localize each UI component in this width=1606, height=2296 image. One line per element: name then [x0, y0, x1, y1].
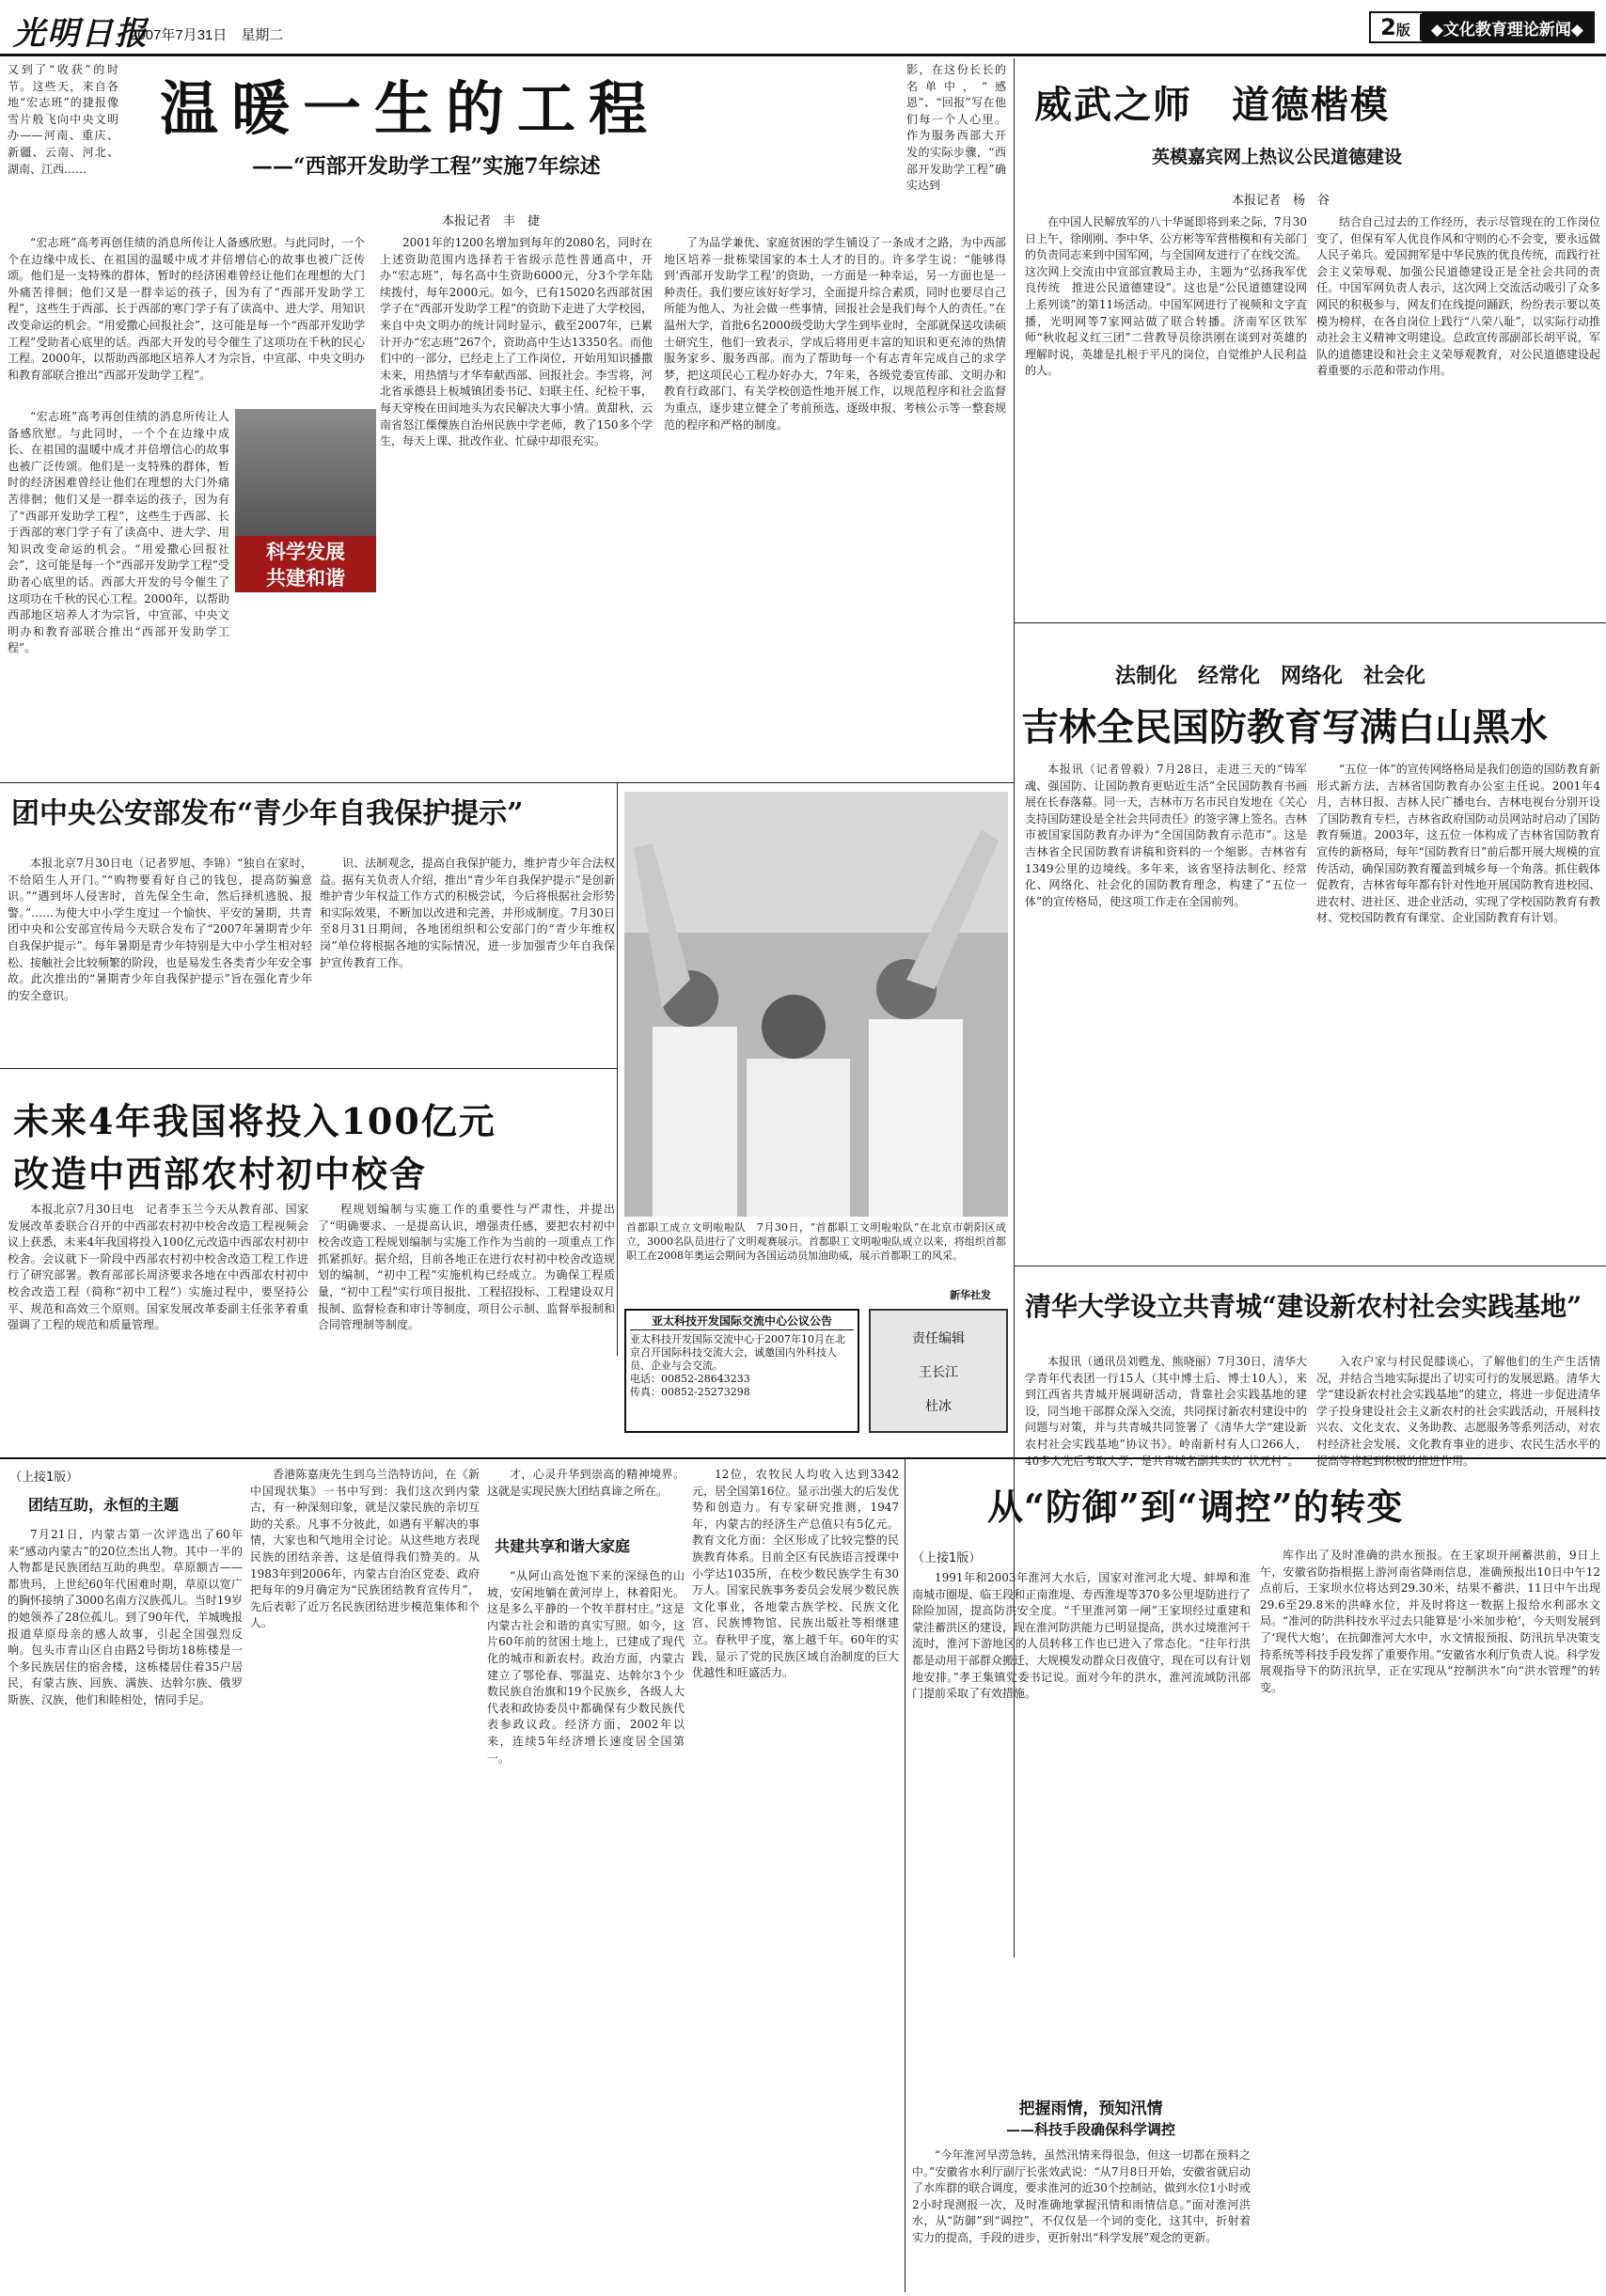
teacher-byline: 本报记者 杨 谷 [1232, 194, 1330, 208]
editor-label: 责任编辑 [912, 1331, 965, 1346]
flood-subheading: 把握雨情，预知汛情 [1018, 2099, 1163, 2118]
police-title: 团中央公安部发布“青少年自我保护提示” [11, 797, 524, 830]
warmth-byline: 本报记者 丰 捷 [442, 214, 541, 228]
crowd-illustration [624, 792, 1008, 1217]
warmth-photo [235, 409, 376, 592]
warmth-col3: 了为品学兼优、家庭贫困的学生铺设了一条成才之路，为中西部地区培养一批栋梁国家的本土人才的目的。许多学生说：“能够得到‘西部开发助学工程’的资助，一方面是一种幸运，另一方面也是一种责任。我们要应该好好学习，全面提升综合素质，同时也要尽自己所能为他人、为社会做一些事情，回报社会是我们每个人的责任。”在温州大学，首批6名2000级受助大学生到毕业时，全部就保送攻读硕士研究生，他们一致表示，学成后将用更丰富的知识和更充沛的热情服务家乡、服务西部。而为了帮助每一个有志青年完成自己的求学梦，把这项民心工程办好办大，7年来，各级党委宣传部、文明办和教育行政部门、有关学校创造性地开展工作，以规范程序和社会监督为重点，逐步建立健全了考前预选、逐级申报、考核公示等一整套规范的程序和严格的制度。 [664, 236, 1006, 432]
tsinghua-col1: 本报讯（通讯员刘甦龙、熊晓丽）7月30日，清华大学青年代表团一行15人（其中博士后、博士10人），来到江西省共青城开展调研活动，背靠社会实践基地的建设，同当地干部群众深入交流，共同探讨新农村建设中的问题与对策，并与共青城共同签署了《清华大学“建设新农村社会实践基地”协议书》。岭南新村有人口266人，40多人先后考取大学，是共青城名副其实的“状元村”。 [1025, 1355, 1307, 1467]
investment-title-line1: 未来4年我国将投入100亿元 [13, 1100, 496, 1140]
police-col2: 识、法制观念，提高自我保护能力，维护青少年合法权益。据有关负责人介绍，推出“青少年自我保护提示”是创新维护青少年权益工作方式的积极尝试，今后将根据社会形势和实际效果，不断加以改进和完善，并形成制度。7月30日至8月31日期间，各地团组织和公安部门的“青少年维权岗”单位将根据各地的实际情况，进一步加强青少年自我保护宣传教育工作。 [320, 857, 615, 969]
row-divider [0, 782, 1014, 783]
editor-name: 杜冰 [925, 1399, 952, 1414]
flood-col2: 库作出了及时准确的洪水预报。在王家坝开闸蓄洪前，9日上午，安徽省防指根据上游河南省降雨信息，准确预报出10日中午12点前后，王家坝水位将达到29.30米，结果不蓄洪，11日中午出现29.6至29.8米的洪峰水位，并及时将这一数据上报给水利部水文局。“准河的防洪科技水平过去只能算是‘小米加步枪’，今天则发展到了‘现代大炮’，在抗御淮河大水中，水文情报预报、防汛抗旱决策支持系统等科技手段发挥了重要作用。”安徽省水利厅负责人说。科学发展观指导下的防汛抗旱，正在实现从“控制洪水”向“洪水管理”的转变。 [1260, 1549, 1600, 1694]
column-divider [617, 782, 618, 1356]
warmth-col2: 2001年的1200名增加到每年的2080名，同时在上述资助范围内选择若干省级示范性普通高中，开办“宏志班”，每名高中生资助6000元，分3个学年陆续拨付，每年2000元。如今，已有15020名西部贫困学子在“西部开发助学工程”的资助下走进了大学校园，来自中央文明办的统计同时显示，截至2007年，已累计开办“宏志班”267个，资助高中生达13350名。而他们中的一部分，已经走上了工作岗位，开始用知识播撒未来，用热情与才华奉献西部、回报社会。李雪将，河北省承德县上板城镇团委书记、妇联主任、纪检干事，每天穿梭在田间地头为农民解决大事小情。黄甜秋，云南省怒江傈僳族自治州民族中学老师，教了150多个学生，每天上课、批改作业、忙碌中却很充实。 [380, 236, 653, 448]
ad-body: 亚太科技开发国际交流中心于2007年10月在北京召开国际科技交流大会，诚邀国内外科技人员、企业与会交流。 [630, 1333, 845, 1372]
ad-box [624, 1309, 859, 1433]
teacher-subtitle: 英模嘉宾网上热议公民道德建设 [1152, 147, 1403, 167]
teacher-col2: 结合自己过去的工作经历，表示尽管现在的工作岗位变了，但保有军人优良作风和守则的心不会变，要永远做人民子弟兵。爱国拥军是中华民族的优良传统，而践行社会主义荣辱观、加强公民道德建设正是全社会共同的责任。中国军网负责人表示，这次网上交流活动吸引了众多网民的积极参与，网友们在线提问踊跃，纷纷表示要以英模为榜样，在各自岗位上践行“八荣八耻”，以实际行动推动社会主义精神文明建设。总政宣传部副部长胡平说，军队的道德建设和社会主义荣辱观教育，对公民道德建设起着重要的示范和带动作用。 [1316, 215, 1600, 378]
row-divider [1014, 622, 1606, 623]
jilin-title: 吉林全民国防教育写满白山黑水 [1021, 705, 1548, 749]
flood-col1: 1991年和2003年淮河大水后，国家对淮河北大堤、蚌埠和淮南城市圈堤、临王段和正南淮堤、寿西淮堤等370多公里堤防进行了除险加固，提高防洪安全度。“千里淮河第一闸”王家坝经过重建和蒙洼蓄洪区的建设，现在淮河防洪能力已明显提高，洪水过境淮河干流时，淮河下游地区的人员转移工作也已进入了常态化。“往年行洪都是动用干部群众搬迁，大规模发动群众日夜值守，现在可以有计划地安排。”孝王集镇党委书记说。面对今年的洪水，淮河流域防汛部门提前采取了有效措施。 [912, 1571, 1251, 1701]
row-divider [0, 1068, 617, 1069]
warmth-col1-top: “宏志班”高考再创佳绩的消息所传让人备感欣慰。与此同时，一个个在边缘中成长、在祖国的温暖中成才并倍增信心的故事也被广泛传颂。他们是一支特殊的群体，暂时的经济困难曾经让他们在理想的大门外痛苦徘徊；他们又是一群幸运的孩子，因为有了“西部开发助学工程”，这些生于西部、长于西部的寒门学子有了读高中、进大学、用知识改变命运的机会。“用爱撒心回报社会”，这可能是每一个“西部开发助学工程”受助者心底里的话。西部大开发的号令催生了这项功在千秋的民心工程。2000年，以帮助西部地区培养人才为宗旨，中宣部、中央文明办和教育部联合推出“西部开发助学工程”。 [8, 236, 365, 382]
photo-credit: 新华社发 [950, 1289, 991, 1301]
cheerleaders-photo [624, 792, 1008, 1217]
mongolia-col1: 7月21日，内蒙古第一次评选出了60年来“感动内蒙古”的20位杰出人物。其中一半的人物都是民族团结互助的典型。草原额吉——都贵玛，上世纪60年代困难时期，草原以宽广的胸怀接纳了3000名南方汉族孤儿。当时19岁的她领养了28位孤儿。到了90年代，羊城晚报报道草原母亲的感人故事，引起全国强烈反响。包头市青山区自由路2号街坊18栋楼是一个多民族居住的宿舍楼，这栋楼居住着35户居民，有蒙古族、回族、满族、达斡尔族、俄罗斯族、汉族，他们和睦相处，情同手足。 [8, 1528, 243, 1706]
warmth-subtitle: ——“西部开发助学工程”实施7年综述 [252, 154, 601, 179]
jilin-col1: 本报讯（记者曾毅）7月28日，走进三天的“铸军魂、强国防、让国防教育更贴近生活”全民国防教育书画展在长春落幕。同一天，吉林市万名市民自发地在《关心支持国防建设是全社会共同责任》的签字簿上签名。吉林市被国家国防教育办评为“全国国防教育示范市”。这是吉林省全民国防教育讲稿和资料的一个缩影。吉林省有1349公里的边境线。多年来，该省坚持法制化、经常化、网络化、社会化的国防教育理念，构建了“五位一体”的宣传格局，使这项工作走在全国前列。 [1025, 763, 1307, 908]
tsinghua-title: 清华大学设立共青城“建设新农村社会实践基地” [1025, 1291, 1582, 1322]
flood-col3: “今年淮河早涝急转，虽然汛情来得很急，但这一切都在预料之中。”安徽省水利厅副厅长张效武说：“从7月8日开始，安徽省就启动了水库群的联合调度，要求淮河的近30个控制站，做到水位1小时或2小时现测报一次，及时准确地掌握汛情和雨情信息。”面对淮河洪水，从“防御”到“调控”，不仅仅是一个词的变化，这其中，折射着实力的提高，手段的进步，更折射出“科学发展”观念的更新。 [912, 2148, 1251, 2244]
section-name: ◆文化教育理论新闻◆ [1422, 13, 1593, 41]
warmth-side-intro: 又到了“收获”的时节。这些天，来自各地“宏志班”的捷报像雪片般飞向中央文明办——河南、重庆、新疆、云南、河北、湖南、江西…… [8, 63, 118, 176]
ad-title: 亚太科技开发国际交流中心公议公告 [630, 1314, 854, 1330]
section-divider [0, 1457, 1606, 1459]
warmth-title: 温暖一生的工程 [160, 74, 661, 143]
ad-phone: 电话：00852-28643233 [630, 1373, 750, 1385]
ad-fax: 传真：00852-25273298 [630, 1386, 750, 1398]
police-col1: 本报北京7月30日电（记者罗旭、李锦）“独自在家时，不给陌生人开门。”“购物要看好自己的钱包，提高防骗意识。”“遇到坏人侵害时，首先保全生命，然后择机逃脱、报警。”……为使大中小学生度过一个愉快、平安的暑期，共青团中央和公安部宣传局今天联合发布了“2007年暑期青少年自我保护提示”。每年暑期是青少年特别是大中小学生相对轻松、接触社会比较频繁的阶段，也是易发生各类青少年安全事故。此次推出的“暑期青少年自我保护提示”旨在强化青少年的安全意识。 [8, 857, 312, 1002]
warmth-side-right: 影，在这份长长的名单中，“感恩”、“回报”写在他们每一个人心里。作为服务西部大开发的实际步骤，“西部开发助学工程”确实达到 [906, 63, 1006, 193]
mongolia-heading1: 团结互助，永恒的主题 [28, 1496, 180, 1514]
investment-col1: 本报北京7月30日电 记者李玉兰今天从教育部、国家发展改革委联合召开的中西部农村初中校舍改造工程视频会议上获悉，未来4年我国将投入100亿元改造中西部农村初中校舍。会议就下一阶段中西部农村初中校舍改造工程工作进行了研究部署。教育部部长周济要求各地在中西部农村初中校舍改造工程（简称“初中工程”）实施过程中，要坚持公平、规范和高效三个原则。国家发展改革委副主任张茅着重强调了工程的规范和质量管理。 [8, 1203, 308, 1332]
flood-title: 从“防御”到“调控”的转变 [987, 1486, 1404, 1528]
mongolia-continued: （上接1版） [9, 1470, 79, 1484]
tsinghua-col2: 入农户家与村民促膝谈心，了解他们的生产生活情况，并结合当地实际提出了切实可行的发展思路。清华大学“建设新农村社会实践基地”的建立，将进一步促进清华学子投身建设社会主义新农村的社会实践活动，开展科技兴农、文化支农、义务助教、志愿服务等系列活动，对农村经济社会发展、文化教育事业的进步、农民生活水平的提高等将起到积极的推进作用。 [1316, 1355, 1600, 1467]
page-header [0, 0, 1606, 56]
issue-date: 2007年7月31日 星期二 [130, 27, 284, 43]
flood-continued: （上接1版） [912, 1551, 982, 1565]
investment-col2: 程规划编制与实施工作的重要性与严肃性，并提出了“明确要求、一是提高认识，增强责任感，要把农村初中校舍改造工程规划编制与实施工作作为当前的一项重点工作抓紧抓好。据介绍，目前各地正在进行农村初中校舍改造规划的编制，“初中工程”实施机构已经成立。为确保工程质量，“初中工程”实行项目报批、工程招投标、工程建设双月报制、监督检查和审计等制度，项目公示制、监督举报制和合同管理制等制度。 [318, 1203, 615, 1332]
teacher-title: 威武之师 道德楷模 [1034, 83, 1390, 126]
page-number: 2版 [1371, 14, 1422, 40]
editor-name: 王长江 [919, 1365, 958, 1380]
flood-subheading-sub: ——科技手段确保科学调控 [1005, 2121, 1175, 2138]
science-banner: 科学发展 共建和谐 [235, 536, 376, 592]
masthead-logo: 光明日报 [13, 15, 149, 53]
photo-caption: 首都职工成立文明啦啦队 7月30日，“首都职工文明啦啦队”在北京市朝阳区成立，3000名队员进行了文明观赛展示。首都职工文明啦啦队成立以来，将组织首都职工在2008年奥运会期间为各国运动员加油助威，展示首都职工的风采。 [626, 1221, 1006, 1262]
teacher-col1: 在中国人民解放军的八十华诞即将到来之际，7月30日上午，徐刚刚、李中华、公方彬等军营楷模和有关部门的负责同志来到中国军网，与全国网友进行了在线交流。这次网上交流由中宣部宣教局主办，主题为“弘扬我军优良传统 推进公民道德建设”。这也是“公民道德建设网上系列谈”的第11场活动。中国军网进行了视频和文字直播，光明网等7家网站做了联合转播。济南军区铁军师“秋收起义红三团”二营教导员徐洪刚在谈到对英雄的理解时说，英雄是扎根于平凡的岗位，自觉维护人民利益的人。 [1025, 215, 1307, 378]
warmth-col1-bottom: “宏志班”高考再创佳绩的消息所传让人备感欣慰。与此同时，一个个在边缘中成长、在祖国的温暖中成才并倍增信心的故事也被广泛传颂。他们是一支特殊的群体，暂时的经济困难曾经让他们在理想的大门外痛苦徘徊；他们又是一群幸运的孩子，因为有了“西部开发助学工程”，这些生于西部、长于西部的寒门学子有了读高中、进大学、用知识改变命运的机会。“用爱撒心回报社会”，这可能是每一个“西部开发助学工程”受助者心底里的话。西部大开发的号令催生了这项功在千秋的民心工程。2000年，以帮助西部地区培养人才为宗旨，中宣部、中央文明办和教育部联合推出“西部开发助学工程”。 [8, 410, 229, 655]
editor-box [869, 1309, 1008, 1433]
mongolia-col2: 香港陈嘉庚先生到乌兰浩特访问，在《新中国现状集》一书中写到：我们这次到内蒙古，有一种深刻印象，就是汉蒙民族的亲切互助的关系。凡事不分彼此，如遇有平解决的事情，大家也和气地用全讨论。从这些地方表现民族的团结亲善，这是值得我们赞美的。从1983年到2006年，内蒙古自治区党委、政府把每年的9月确定为“民族团结教育宣传月”，先后表彰了近万名民族团结进步模范集体和个人。 [250, 1468, 480, 1630]
investment-title-line2: 改造中西部农村初中校舍 [13, 1153, 428, 1192]
mongolia-col3: 才，心灵升华到崇高的精神境界。这就是实现民族大团结真谛之所在。 [487, 1468, 685, 1498]
mongolia-heading2: 共建共享和谐大家庭 [495, 1537, 631, 1555]
mongolia-col4: 12位，农牧民人均收入达到3342元，居全国第16位。显示出强大的后发优势和创造力。有专家研究推测，1947年，内蒙古的经济生产总值只有5亿元。教育文化方面：全区形成了比较完整的民族教育体系。目前全区有民族语言授课中小学达1035所，在校少数民族学生有30万人。国家民族事务委员会发展少数民族文化事业，各地蒙古族学校、民族文化宫、民族博物馆、民族出版社等相继建立。春秋甲子度，塞上越千年。60年的实践，显示了党的民族区域自治制度的巨大优越性和旺盛活力。 [692, 1468, 899, 1680]
mongolia-col3b: “从阿山高处饱下来的深绿色的山坡，安闲地躺在黄河岸上，林着阳光。这是多么平静的一个牧羊群村庄。”这是内蒙古社会和谐的真实写照。如今，这片60年前的贫困土地上，已建成了现代化的城市和新农村。政治方面，内蒙古建立了鄂伦春、鄂温克、达斡尔3个少数民族自治旗和19个民族乡，各级人大代表和政协委员中都确保有少数民族代表参政议政。经济方面，2002年以来，连续5年经济增长速度居全国第一。 [487, 1569, 685, 1765]
page-label [1369, 11, 1595, 43]
jilin-kicker: 法制化 经常化 网络化 社会化 [1115, 664, 1426, 688]
jilin-col2: “五位一体”的宣传网络格局是我们创造的国防教育新形式新方法，吉林省国防教育办公室主任说。2001年4月，吉林日报、吉林人民广播电台、吉林电视台分别开设了国防教育专栏，吉林省政府国防动员网站时启动了国防教育频道。2003年，这五位一体构成了吉林省国防教育宣传的新格局，每年“国防教育日”前后都开展大规模的宣传活动，确保国防教育覆盖到城乡每一个角落。抓住载体促教育，吉林省每年都有针对性地开展国防教育进校园、进农村、进社区、进企业活动，实现了学校国防教育有教材、党校国防教育有课堂、企业国防教育有计划。 [1316, 763, 1600, 925]
